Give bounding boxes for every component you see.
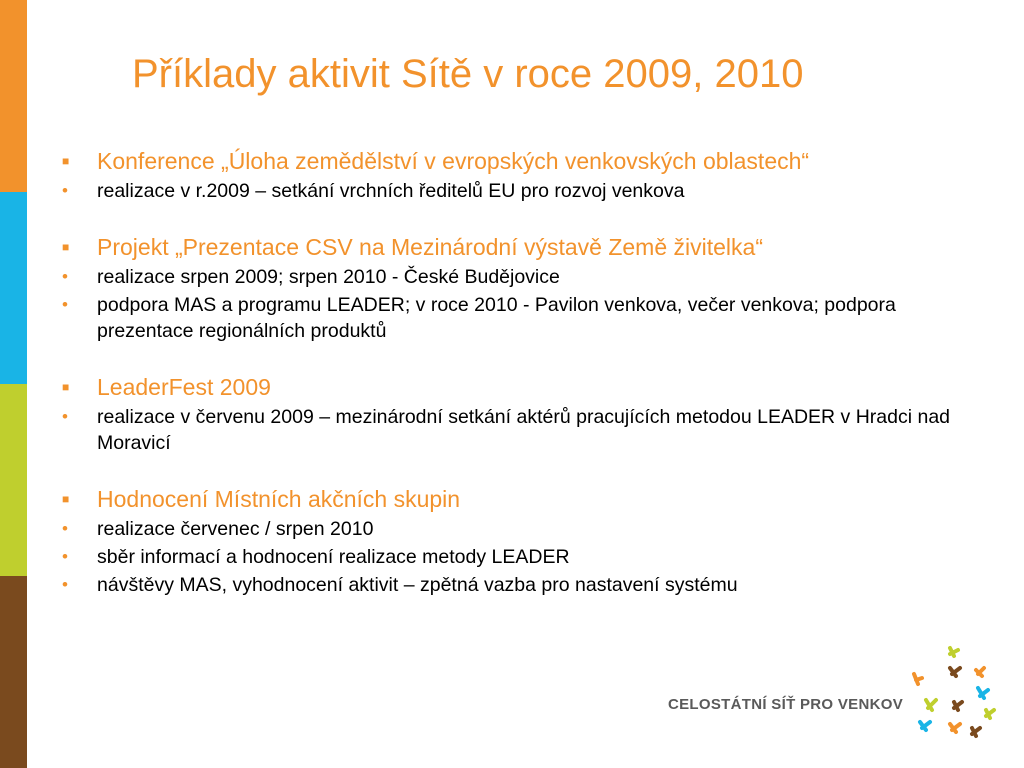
section xyxy=(60,372,980,456)
dot-bullet-icon: • xyxy=(62,519,68,538)
section xyxy=(60,232,980,344)
dot-bullet-icon: • xyxy=(62,575,68,594)
bullet-text: podpora MAS a programu LEADER; v roce 2010 - Pavilon venkova, večer venkova; podpora prezentace regionálních produktů xyxy=(97,294,896,342)
dot-bullet-icon: • xyxy=(62,547,68,566)
bullet-item xyxy=(60,572,980,598)
side-stripe-blue xyxy=(0,192,27,384)
square-bullet-icon: ■ xyxy=(62,154,70,168)
section-heading: Hodnocení Místních akčních skupin xyxy=(97,486,461,512)
section-heading-row xyxy=(60,146,980,176)
dot-bullet-icon: • xyxy=(62,267,68,286)
bullet-text: realizace v červenu 2009 – mezinárodní setkání aktérů pracujících metodou LEADER v Hradci nad Moravicí xyxy=(97,406,951,454)
bullet-item xyxy=(60,404,980,456)
bullet-text: sběr informací a hodnocení realizace metody LEADER xyxy=(97,546,570,568)
bullet-text: návštěvy MAS, vyhodnocení aktivit – zpětná vazba pro nastavení systému xyxy=(97,574,738,596)
bullet-item xyxy=(60,516,980,542)
section-heading-row xyxy=(60,372,980,402)
side-stripe-green xyxy=(0,384,27,576)
bullet-text: realizace červenec / srpen 2010 xyxy=(97,518,374,540)
section xyxy=(60,146,980,204)
organization-logo xyxy=(668,640,1008,752)
bullet-text: realizace srpen 2009; srpen 2010 - České Budějovice xyxy=(97,266,560,288)
section-heading-row xyxy=(60,484,980,514)
slide-title: Příklady aktivit Sítě v roce 2009, 2010 xyxy=(132,52,804,96)
side-stripe-brown xyxy=(0,576,27,768)
section-heading: Projekt „Prezentace CSV na Mezinárodní výstavě Země živitelka“ xyxy=(97,234,763,260)
bullet-item xyxy=(60,264,980,290)
section-heading-row xyxy=(60,232,980,262)
square-bullet-icon: ■ xyxy=(62,380,70,394)
section xyxy=(60,484,980,598)
section-heading: Konference „Úloha zemědělství v evropských venkovských oblastech“ xyxy=(97,148,810,174)
slide-content xyxy=(60,146,980,598)
bullet-item xyxy=(60,178,980,204)
square-bullet-icon: ■ xyxy=(62,240,70,254)
square-bullet-icon: ■ xyxy=(62,492,70,506)
side-stripe-orange xyxy=(0,0,27,192)
bullet-item xyxy=(60,292,980,344)
dot-bullet-icon: • xyxy=(62,295,68,314)
dot-bullet-icon: • xyxy=(62,181,68,200)
leaf-sprig-logo-icon xyxy=(906,640,1006,750)
bullet-item xyxy=(60,544,980,570)
dot-bullet-icon: • xyxy=(62,407,68,426)
logo-text: CELOSTÁTNÍ SÍŤ PRO VENKOV xyxy=(668,696,904,713)
bullet-text: realizace v r.2009 – setkání vrchních ředitelů EU pro rozvoj venkova xyxy=(97,180,685,202)
section-heading: LeaderFest 2009 xyxy=(97,374,271,400)
